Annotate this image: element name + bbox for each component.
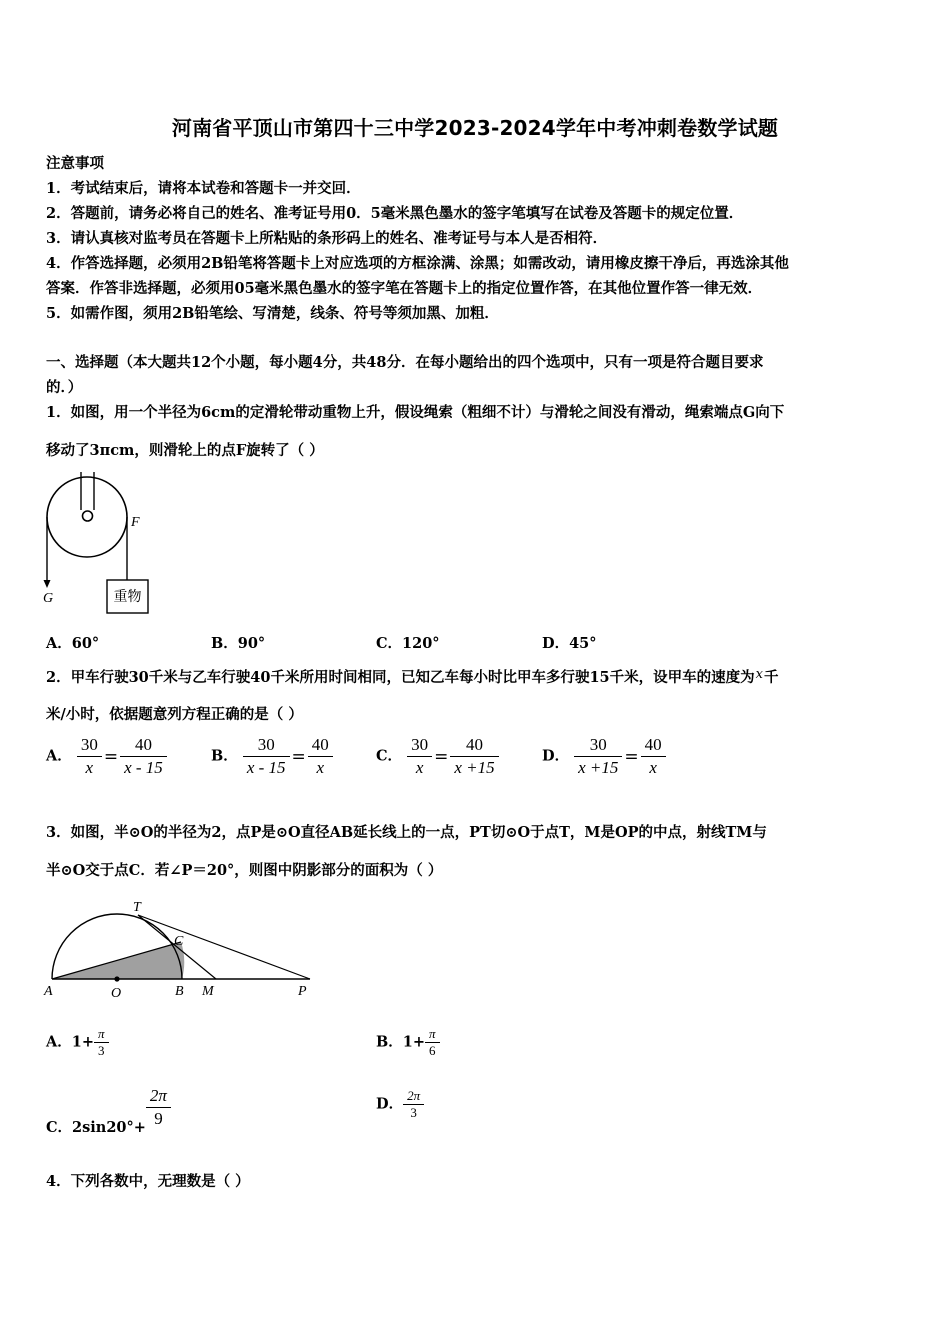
- fraction: [403, 1088, 424, 1121]
- variable-x: x: [755, 667, 763, 682]
- point-g-label: G: [43, 591, 54, 606]
- notice-item: 3．请认真核对监考员在答题卡上所粘贴的条形码上的姓名、准考证号与本人是否相符．: [46, 230, 608, 247]
- numerator: 40: [308, 734, 333, 757]
- denominator: 6: [429, 1043, 436, 1058]
- option-label: B．: [211, 747, 238, 765]
- center-point: [114, 976, 119, 981]
- numerator: 30: [407, 734, 432, 757]
- numerator: 2π: [146, 1085, 171, 1108]
- label-a: A: [44, 984, 53, 999]
- fraction: [425, 1026, 440, 1059]
- question-2-text: [46, 666, 778, 687]
- option-label: D．: [376, 1095, 404, 1113]
- q3-option-c: [46, 1085, 171, 1137]
- page-title: 河南省平顶山市第四十三中学2023-2024学年中考冲刺卷数学试题: [171, 116, 779, 140]
- label-b: B: [175, 984, 184, 999]
- numerator: 30: [77, 734, 102, 757]
- fraction: [120, 734, 167, 779]
- notice-item: 2．答题前，请务必将自己的姓名、准考证号用0．5毫米黑色墨水的签字笔填写在试卷及答题卡的规定位置．: [46, 205, 744, 222]
- equals-sign: =: [624, 746, 639, 767]
- question-3-text-cont: 半⊙O交于点C．若∠P＝20°，则图中阴影部分的面积为（ ）: [46, 862, 443, 879]
- question-3-text: 3．如图，半⊙O的半径为2，点P是⊙O直径AB延长线上的一点，PT切⊙O于点T，M是OP的中点，射线TM与: [46, 824, 767, 841]
- numerator: 40: [641, 734, 666, 757]
- numerator: 30: [243, 734, 290, 757]
- question-2-line1-end: 千: [763, 669, 779, 686]
- section-heading: 一、选择题（本大题共12个小题，每小题4分，共48分．在每小题给出的四个选项中，只有一项是符合题目要求: [46, 354, 764, 371]
- label-p: P: [298, 984, 307, 999]
- denominator: 3: [410, 1105, 417, 1120]
- denominator: 9: [154, 1109, 163, 1128]
- q1-option-a: A．60°: [46, 635, 100, 652]
- question-2-text-cont: 米/小时，依据题意列方程正确的是（ ）: [46, 706, 303, 723]
- notice-item: 4．作答选择题，必须用2B铅笔将答题卡上对应选项的方框涂满、涂黑；如需改动，请用橡皮擦干净后，再选涂其他: [46, 255, 789, 272]
- pulley-figure: [40, 470, 155, 620]
- denominator: x: [85, 758, 94, 777]
- fraction: [407, 734, 432, 779]
- denominator: x +15: [454, 758, 495, 777]
- numerator: π: [94, 1026, 109, 1043]
- label-c: C: [174, 934, 184, 949]
- option-label: A．: [46, 747, 72, 765]
- denominator: x - 15: [124, 758, 163, 777]
- q1-option-b: B．90°: [211, 635, 266, 652]
- equals-sign: =: [103, 746, 119, 767]
- denominator: 3: [98, 1043, 105, 1058]
- denominator: x +15: [578, 758, 619, 777]
- denominator: x: [649, 758, 657, 777]
- q2-option-a: [46, 734, 167, 779]
- point-f-label: F: [131, 515, 140, 530]
- label-t: T: [133, 900, 141, 915]
- question-4-text: 4．下列各数中，无理数是（ ）: [46, 1173, 250, 1190]
- q2-option-b: [211, 734, 333, 779]
- equals-sign: =: [434, 746, 449, 767]
- fraction: [641, 734, 666, 779]
- option-label: C．: [376, 747, 403, 765]
- denominator: x - 15: [246, 758, 286, 777]
- notice-item: 5．如需作图，须用2B铅笔绘、写清楚，线条、符号等须加黑、加粗．: [46, 305, 499, 322]
- question-2-line1: 2．甲车行驶30千米与乙车行驶40千米所用时间相同，已知乙车每小时比甲车多行驶15千米，设甲车的速度为: [46, 669, 755, 686]
- fraction: [146, 1085, 171, 1130]
- q3-option-a: [46, 1026, 109, 1059]
- label-o: O: [111, 986, 122, 1001]
- question-1-text-cont: 移动了3πcm，则滑轮上的点F旋转了（ ）: [46, 442, 324, 459]
- question-1-text: 1．如图，用一个半径为6cm的定滑轮带动重物上升，假设绳索（粗细不计）与滑轮之间没有滑动，绳索端点G向下: [46, 404, 785, 421]
- numerator: 40: [120, 734, 167, 757]
- fraction: [77, 734, 102, 779]
- q2-option-c: [376, 734, 499, 779]
- weight-label: 重物: [113, 590, 142, 605]
- denominator: x: [415, 758, 424, 777]
- section-heading-cont: 的．）: [46, 379, 83, 396]
- option-label: B．1+: [376, 1033, 425, 1051]
- numerator: 40: [450, 734, 498, 757]
- fraction: [574, 734, 622, 779]
- fraction: [243, 734, 290, 779]
- q1-option-c: C．120°: [376, 635, 440, 652]
- numerator: 2π: [403, 1088, 424, 1105]
- label-m: M: [202, 984, 214, 999]
- q3-option-b: [376, 1026, 440, 1059]
- option-label: C．2sin20°+: [46, 1119, 146, 1136]
- denominator: x: [316, 758, 325, 777]
- notice-item: 1．考试结束后，请将本试卷和答题卡一并交回．: [46, 180, 361, 197]
- q3-option-d: [376, 1088, 424, 1121]
- semicircle-figure: [40, 895, 320, 1005]
- notice-item: 答案．作答非选择题，必须用05毫米黑色墨水的签字笔在答题卡上的指定位置作答，在其他位置作答一律无效．: [46, 280, 763, 297]
- numerator: π: [425, 1026, 440, 1043]
- fraction: [94, 1026, 109, 1059]
- option-label: A．1+: [46, 1033, 94, 1051]
- numerator: 30: [574, 734, 622, 757]
- q1-option-d: D．45°: [542, 635, 597, 652]
- q2-option-d: [542, 734, 666, 779]
- fraction: [450, 734, 498, 779]
- fraction: [308, 734, 333, 779]
- option-label: D．: [542, 747, 570, 765]
- equals-sign: =: [291, 746, 306, 767]
- notice-heading: 注意事项: [46, 155, 104, 172]
